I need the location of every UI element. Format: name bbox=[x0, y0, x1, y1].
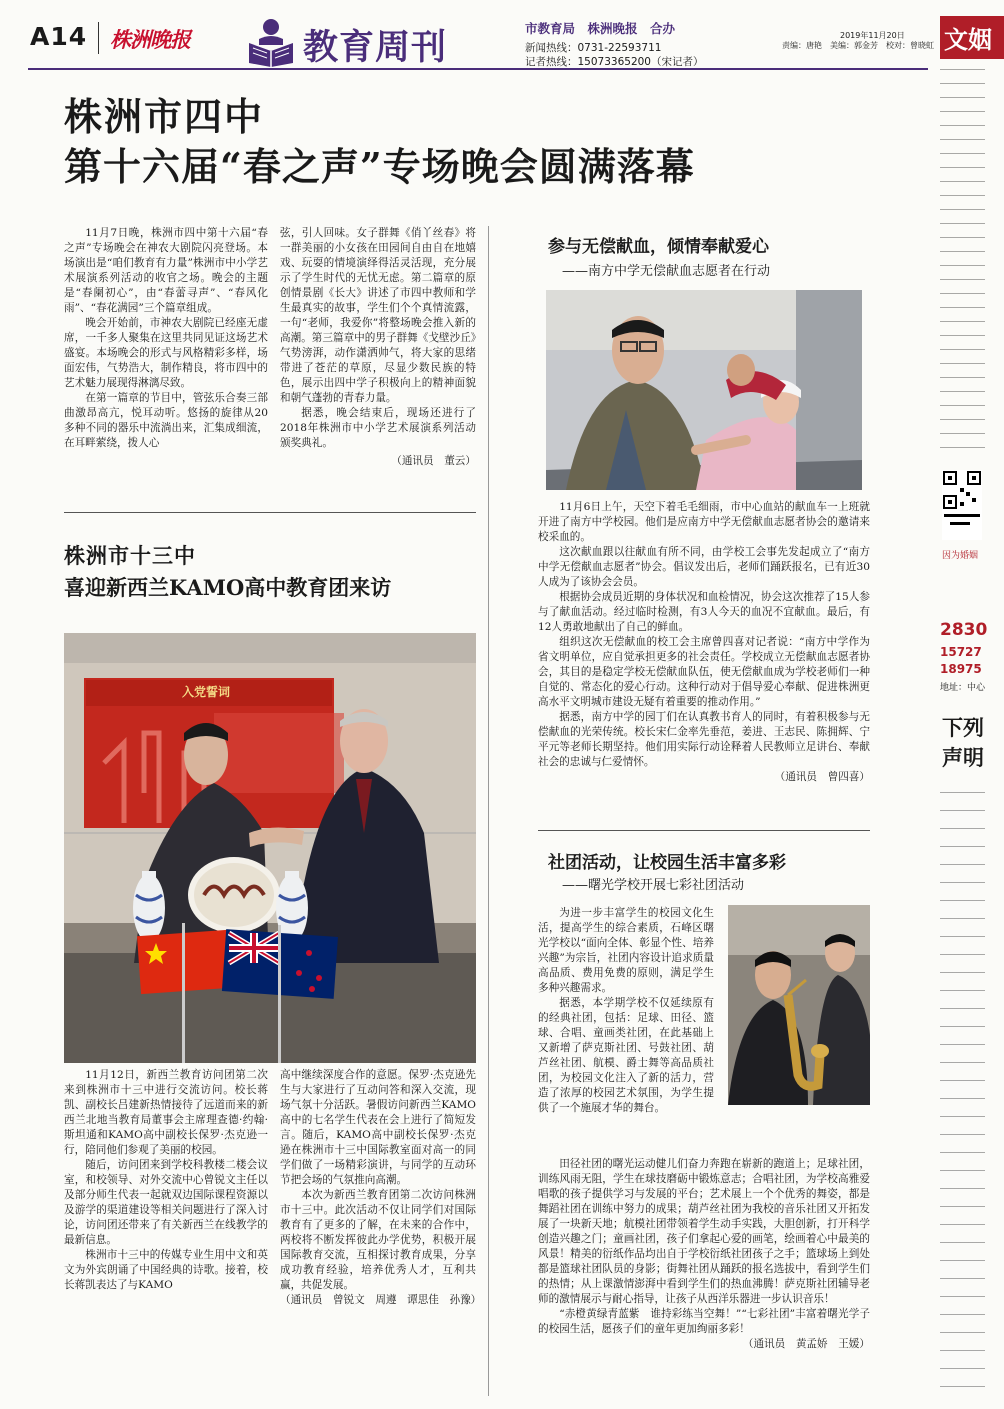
sidebar-title: 文姻 bbox=[940, 16, 1004, 59]
column-divider bbox=[488, 226, 489, 1396]
blood-donation-photo bbox=[546, 290, 862, 490]
article1-para5: 据悉，晚会结束后，现场还进行了2018年株洲市中小学艺术展演系列活动颁奖典礼。 bbox=[280, 407, 476, 449]
headline-school13: 株洲市十三中 bbox=[64, 543, 196, 568]
article2-para4: 高中继续深度合作的意愿。保罗·杰克逊先生与大家进行了互动问答和深入交流，现场气氛十分活跃。暑假访问新西兰KAMO高中的七名学生代表在会上进行了简短发言。随后，KAMO高中副校长保罗·杰克逊在株洲市十三中国际教室面对高一的同学们做了一场精彩演讲，与同学的互动环节把会场的气氛推向高潮。 bbox=[280, 1069, 476, 1186]
article2-credit: （通讯员 曾锐文 周遵 谭思佳 孙豫） bbox=[280, 1294, 482, 1306]
sidebar-notice-heading2: 声明 bbox=[942, 745, 984, 770]
article2-para2: 随后，访问团来到学校科教楼二楼会议室，和校领导、对外交流中心曾锐文主任以及部分师生代表一起就双边国际课程资源以及游学的渠道建设等相关问题进行了深入讨论，访问团还带来了有关新西兰在线教学的最新信息。 bbox=[64, 1159, 268, 1246]
sidebar-ad-text-block bbox=[940, 60, 985, 460]
saxophone-photo bbox=[728, 905, 870, 1105]
masthead-divider bbox=[98, 22, 99, 54]
article4-credit: （通讯员 黄孟娇 王媛） bbox=[742, 1338, 870, 1350]
headline-club-activities: 社团活动，让校园生活丰富多彩 bbox=[548, 853, 786, 873]
organizers: 市教育局 株洲晚报 合办 bbox=[525, 21, 676, 36]
article3-para4: 组织这次无偿献血的校工会主席曾四喜对记者说：“南方中学作为省文明单位，应自觉承担更多的社会责任。学校成立无偿献血志愿者协会，其目的是稳定学校无偿献血队伍，使无偿献血成为学校老师们一种自觉的、常态化的爱心行动。这种行动对于倡导爱心奉献、促进株洲更高水平文明城市建设无疑有着重要的推动作用。” bbox=[538, 636, 870, 708]
article4-para1: 为进一步丰富学生的校园文化生活，提高学生的综合素质，石峰区曙光学校以“面向全体、彰显个性、培养兴趣”为宗旨，社团内容设计追求质量高品质、费用免费的原则，满足学生多种兴趣需求。 bbox=[538, 907, 714, 994]
article3-credit: （通讯员 曾四喜） bbox=[774, 771, 870, 783]
sidebar-note: 因为婚姻 bbox=[942, 551, 979, 561]
sidebar-notice-heading: 下列 bbox=[942, 715, 984, 740]
article1-para2: 晚会开始前，市神农大剧院已经座无虚席，一千多人聚集在这里共同见证这场艺术盛宴。本场晚会的形式与风格精彩多样，场面宏伟，气势浩大，制作精良，将市四中的艺术魅力展现得淋漓尽致。 bbox=[64, 317, 268, 389]
headline-blood-donation: 参与无偿献血，倾情奉献爱心 bbox=[548, 237, 769, 257]
news-hotline: 新闻热线：0731-22593711 bbox=[525, 42, 662, 54]
reporter-hotline: 记者热线：15073365200（宋记者） bbox=[525, 56, 704, 68]
sidebar-phone-b: 18975 bbox=[940, 662, 982, 676]
article1-para4: 弦，引人回味。女子群舞《俏丫丝春》将一群美丽的小女孩在田园间自由自在地嬉戏、玩耍的情境演绎得活灵活现，充分展示了学生时代的无忧无虑。第二篇章的原创情景剧《长大》讲述了市四中教师和学生最真实的故事，学生们个个真情流露，一句“老师，我爱你”将整场晚会推入新的高潮。第三篇章中的男子群舞《戈壁沙丘》气势滂湃，动作潇洒帅气，将大家的思绪带进了苍茫的草原，尽显少数民族的特色，展示出四中学子积极向上的精神面貌和朝气蓬勃的青春力量。 bbox=[280, 227, 476, 404]
separator-right bbox=[538, 830, 870, 831]
article4-para3: 田径社团的曙光运动健儿们奋力奔跑在崭新的跑道上；足球社团，训练风雨无阻，学生在球技磨砺中锻炼意志；合唱社团，为学校高雅爱唱歌的孩子提供学习与发展的平台；艺术展上一个个优秀的舞姿，都是舞蹈社团在训练中努力的成果；葫芦丝社团为我校的音乐社团又开拓发展了一块新天地；航模社团带领着学生动手实践，大胆创新，打开科学创造兴趣之门；童画社团，孩子们拿起心爱的画笔，绘画着心中最美的风景！精美的衍纸作品均出自于学校衍纸社团孩子之手；篮球场上到处都是篮球社团队员的身影；街舞社团从踊跃的报名选拔中，看到学生们的热情；从上课激情澎湃中看到学生们的热血沸腾！萨克斯社团辅导老师的激情展示与耐心指导，让孩子从西洋乐器进一步认识音乐！ bbox=[538, 1158, 870, 1305]
article3-body bbox=[538, 500, 870, 785]
article3-para3: 根据协会成员近期的身体状况和血检情况，协会这次推荐了15人参与了献血活动。经过临时检测，有3人今天的血况不宜献血。最后，有12人勇敢地献出了自己的鲜血。 bbox=[538, 591, 870, 633]
headline-school4: 株洲市四中 bbox=[64, 94, 265, 139]
sidebar bbox=[936, 0, 992, 1409]
masthead-rule bbox=[28, 68, 928, 70]
article3-para1: 11月6日上午，天空下着毛毛细雨，市中心血站的献血车一上班就开进了南方中学校园。他们是应南方中学无偿献血志愿者协会的邀请来校采血的。 bbox=[538, 501, 870, 543]
article4-body-narrow bbox=[538, 906, 714, 1116]
editor-credits: 责编：唐艳 美编：郭金芳 校对：曾晓虹 bbox=[782, 41, 934, 50]
article2-column2 bbox=[280, 1068, 482, 1308]
oath-banner: 入党誓词 bbox=[182, 685, 231, 699]
headline-spring-concert: 第十六届“春之声”专场晚会圆满落幕 bbox=[64, 144, 695, 189]
section-title: 教育周刊 bbox=[303, 27, 448, 68]
headline-kamo-visit: 喜迎新西兰KAMO高中教育团来访 bbox=[64, 575, 392, 600]
article2-para1: 11月12日，新西兰教育访问团第二次来到株洲市十三中进行交流访问。校长蒋凯、副校长吕建新热情接待了远道而来的新西兰北地当教育局董事会主席理查德·约翰·斯坦通和KAMO高中副校长保罗·杰克逊一行，陪同他们参观了美丽的校园。 bbox=[64, 1069, 268, 1156]
article1-para3: 在第一篇章的节目中，管弦乐合奏三部曲激昂高亢，悦耳动听。悠扬的旋律从20多种不同的器乐中流淌出来，汇集成细流，在耳畔萦绕，拨人心 bbox=[64, 392, 268, 449]
handshake-photo bbox=[64, 633, 476, 1063]
article4-body-wide bbox=[538, 1157, 870, 1352]
article2-para3: 株洲市十三中的传媒专业生用中文和英文为外宾朗诵了中国经典的诗歌。接着，校长蒋凯表达了与KAMO bbox=[64, 1249, 268, 1291]
separator-left bbox=[64, 512, 476, 513]
sidebar-notice-text-block bbox=[940, 780, 985, 1400]
reading-person-icon bbox=[243, 15, 299, 67]
article1-column2 bbox=[280, 226, 476, 469]
article1-para1: 11月7日晚，株洲市四中第十六届“春之声”专场晚会在神农大剧院闪亮登场。本场演出是“咱们教育有力量”株洲市中小学艺术展演系列活动的收官之场。晚会的主题是“春阑初心”，由“春蕾寻声”、“春风化雨”、“春花满园”三个篇章组成。 bbox=[64, 227, 268, 314]
article3-para5: 据悉，南方中学的园丁们在认真教书育人的同时，有着积极参与无偿献血的光荣传统。校长宋仁金率先垂范，姜进、王志民、陈拥辉、宁平元等老师长期坚持。他们用实际行动诠释着人民教师立足讲台、奉献社会的忠诚与仁爱情怀。 bbox=[538, 711, 870, 768]
article4-para2: 据悉，本学期学校不仅延续原有的经典社团，包括：足球、田径、篮球、合唱、童画类社团，在此基础上又新增了萨克斯社团、号鼓社团、葫芦丝社团、航模、爵士舞等高品质社团，为校园文化注入了新的活力，营造了浓厚的校园艺术氛围，为学生提供了一个施展才华的舞台。 bbox=[538, 997, 714, 1114]
article2-column1 bbox=[64, 1068, 268, 1293]
sidebar-phone-main: 2830 bbox=[940, 620, 988, 640]
article4-para4: “赤橙黄绿青蓝紫 谁持彩练当空舞！”“七彩社团”丰富着曙光学子的校园生活，愿孩子们的童年更加绚丽多彩！ bbox=[538, 1308, 870, 1335]
article2-para5: 本次为新西兰教育团第二次访问株洲市十三中。此次活动不仅让同学们对国际教育有了更多的了解，在未来的合作中，两校将不断发挥彼此办学优势，积极开展国际教育交流，互相探讨教育成果，分享成功教育经验，培养优秀人才，互利共赢，共促发展。 bbox=[280, 1189, 476, 1291]
sidebar-phone-a: 15727 bbox=[940, 645, 982, 659]
issue-date: 2019年11月20日 bbox=[840, 31, 905, 40]
article1-column1 bbox=[64, 226, 268, 451]
subtitle-club-activities: ——曙光学校开展七彩社团活动 bbox=[562, 878, 745, 893]
qr-code bbox=[942, 470, 982, 540]
newspaper-logo: 株洲晚报 bbox=[110, 27, 190, 52]
subtitle-blood-donation: ——南方中学无偿献血志愿者在行动 bbox=[562, 264, 771, 279]
sidebar-address: 地址：中心 bbox=[940, 683, 986, 693]
article3-para2: 这次献血跟以往献血有所不同，由学校工会事先发起成立了“南方中学无偿献血志愿者”协会。倡议发出后，老师们踊跃报名，已有近30人成为了该协会会员。 bbox=[538, 546, 870, 588]
article1-credit: （通讯员 董云） bbox=[391, 455, 476, 467]
page-number: A14 bbox=[30, 22, 88, 51]
